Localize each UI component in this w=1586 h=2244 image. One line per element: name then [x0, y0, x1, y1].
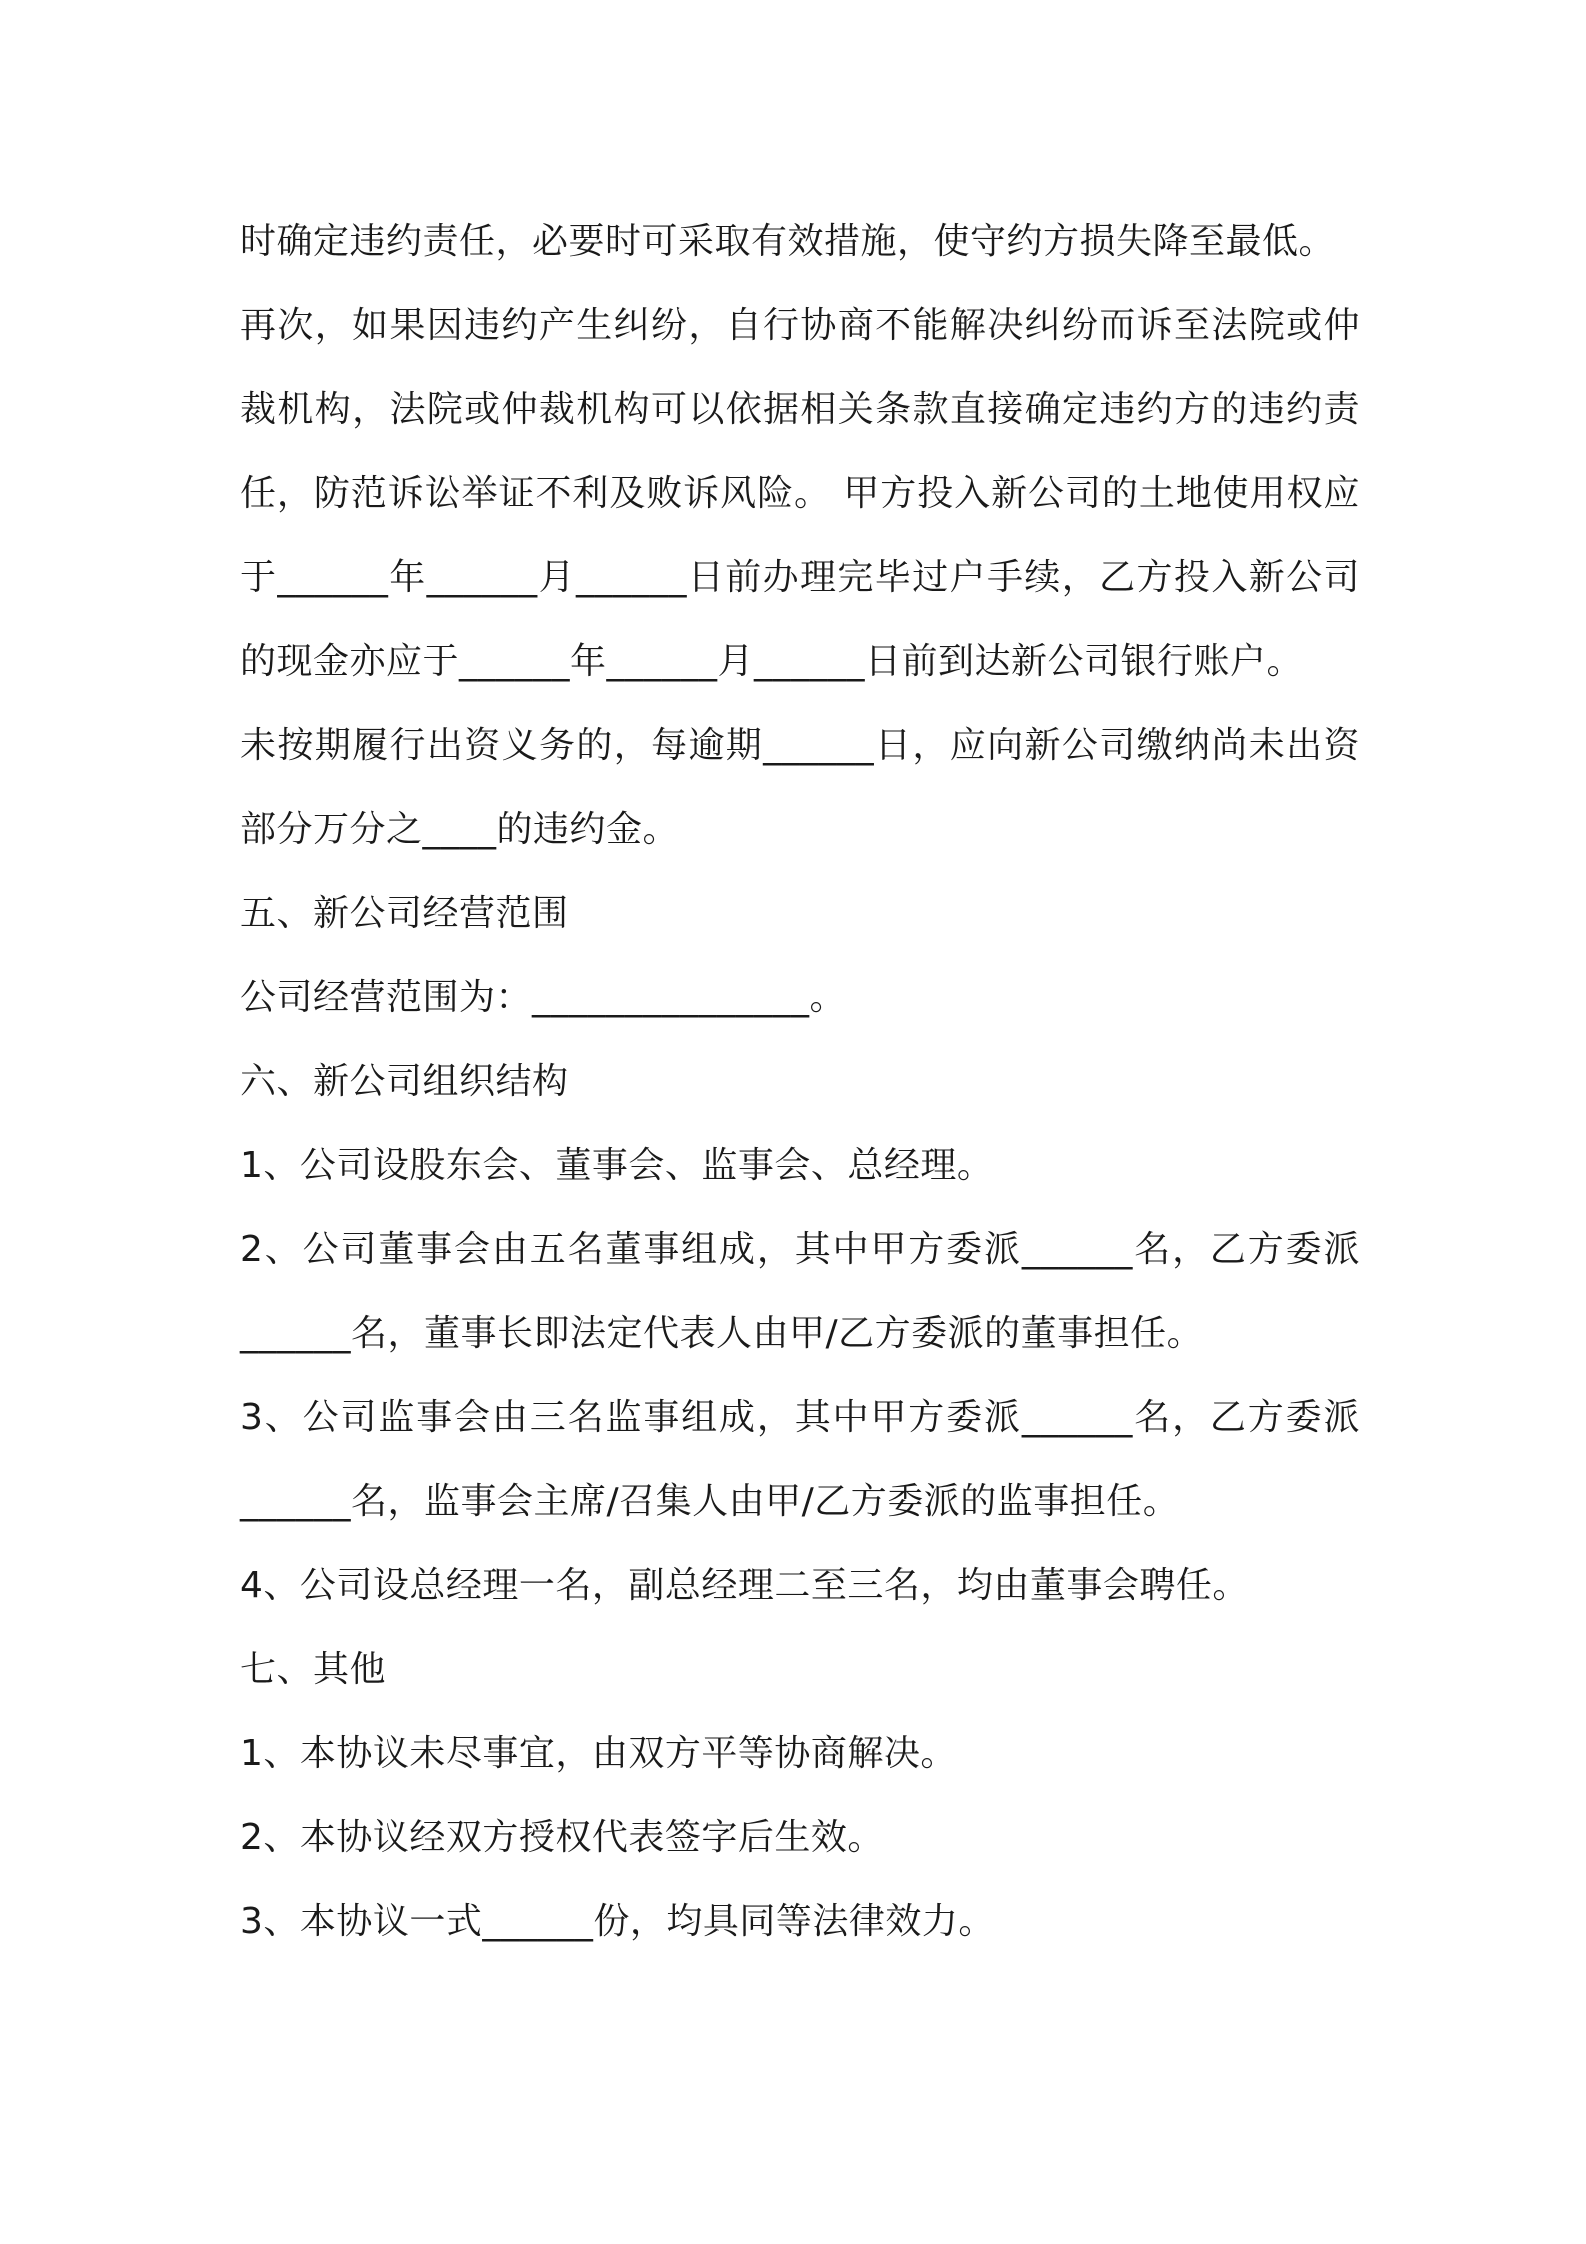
clause-org-3: 3、公司监事会由三名监事组成，其中甲方委派______名，乙方委派______名，监事会主席/召集人由甲/乙方委派的监事担任。: [240, 1397, 1360, 1522]
clause-other-3: 3、本协议一式______份，均具同等法律效力。: [240, 1901, 995, 1942]
heading-organization-structure: 六、新公司组织结构: [240, 1061, 569, 1102]
clause-org-1: 1、公司设股东会、董事会、监事会、总经理。: [240, 1145, 994, 1186]
paragraph-dispute-capital-contribution: 再次，如果因违约产生纠纷，自行协商不能解决纠纷而诉至法院或仲裁机构，法院或仲裁机构可以依据相关条款直接确定违约方的违约责任，防范诉讼举证不利及败诉风险。 甲方投入新公司的土地使用权应于______年______月______日前办理完毕过户手续，乙方投入新公司的现金亦应于______年______月______日前到达新公司银行账户。: [240, 305, 1360, 682]
paragraph-breach-responsibility: 时确定违约责任，必要时可采取有效措施，使守约方损失降至最低。: [240, 221, 1336, 262]
clause-other-1: 1、本协议未尽事宜，由双方平等协商解决。: [240, 1733, 957, 1774]
paragraph-business-scope: 公司经营范围为：_______________。: [240, 977, 847, 1018]
heading-other: 七、其他: [240, 1649, 387, 1690]
document-body: [240, 200, 1360, 1964]
clause-org-2: 2、公司董事会由五名董事组成，其中甲方委派______名，乙方委派______名，董事长即法定代表人由甲/乙方委派的董事担任。: [240, 1229, 1360, 1354]
clause-org-4: 4、公司设总经理一名，副总经理二至三名，均由董事会聘任。: [240, 1565, 1249, 1606]
clause-other-2: 2、本协议经双方授权代表签字后生效。: [240, 1817, 884, 1858]
paragraph-late-contribution-penalty: 未按期履行出资义务的，每逾期______日，应向新公司缴纳尚未出资部分万分之____的违约金。: [240, 725, 1360, 850]
heading-business-scope: 五、新公司经营范围: [240, 893, 569, 934]
